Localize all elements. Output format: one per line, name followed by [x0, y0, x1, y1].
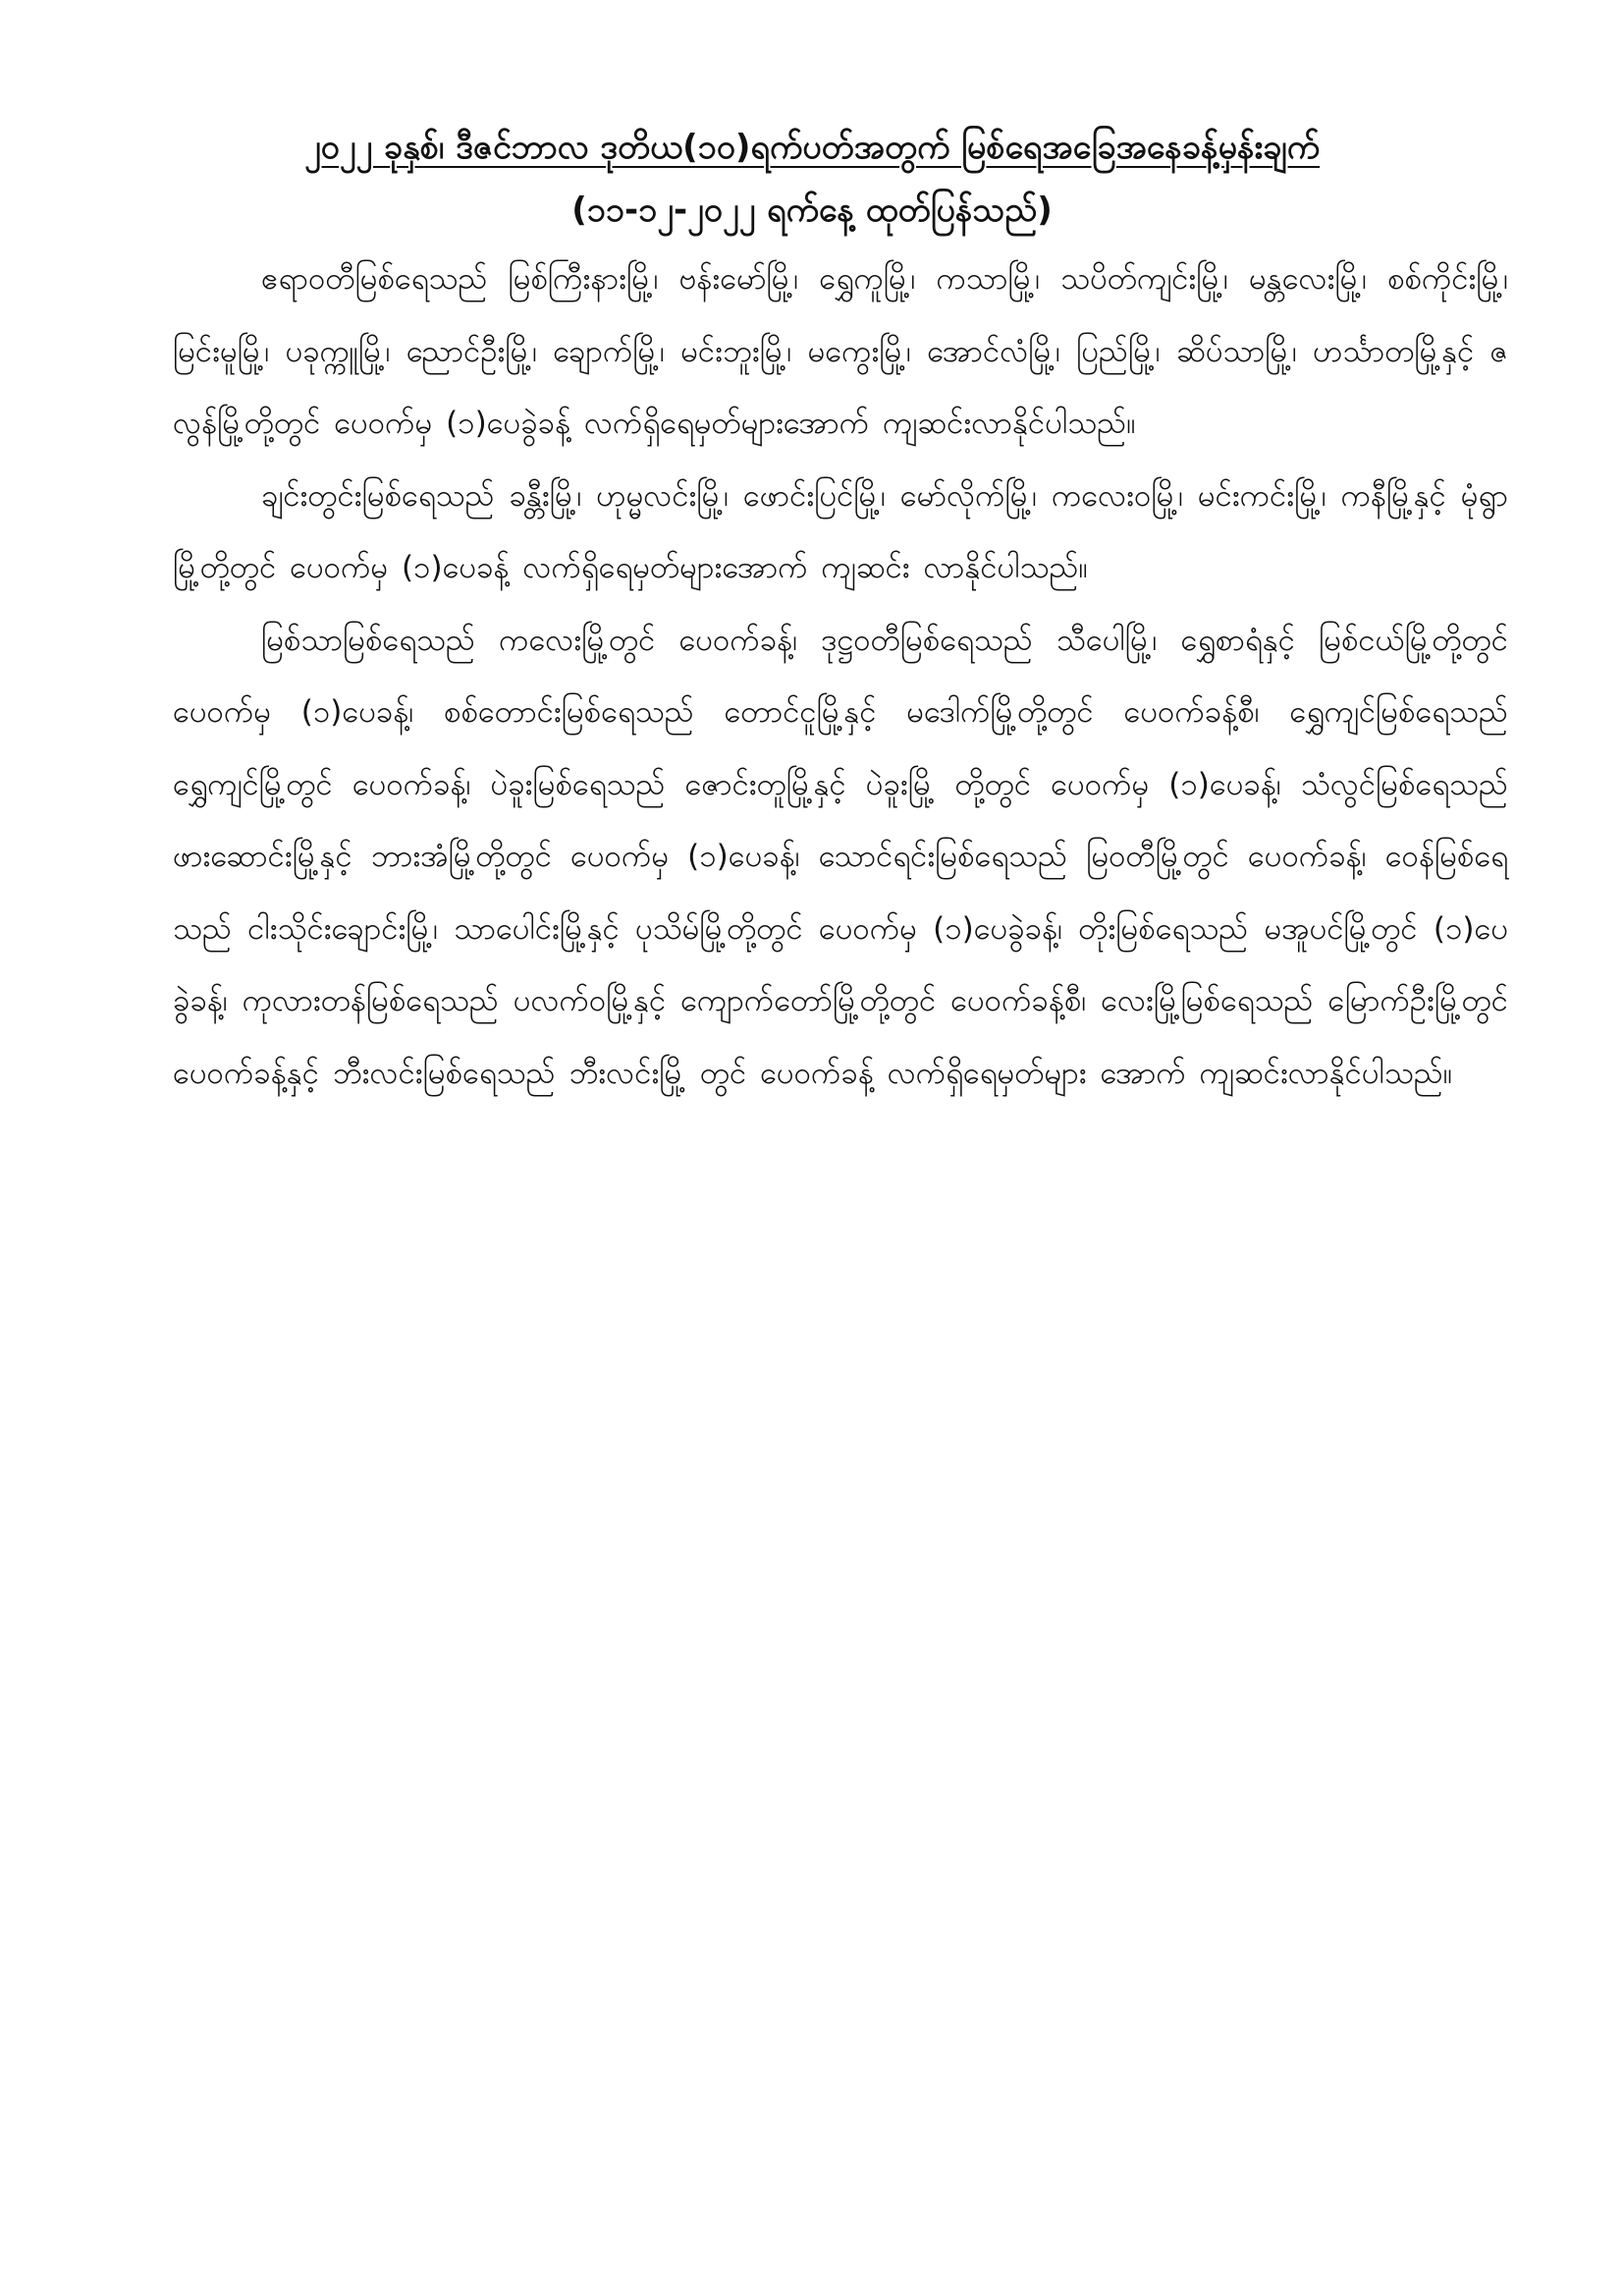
paragraph-other-rivers: မြစ်သာမြစ်ရေသည် ကလေးမြို့တွင် ပေ၀က်ခန့်၊ ဒုဋ္ဌဝတီမြစ်ရေသည် သီပေါမြို့၊ ရွှေစာရံနှင့် မြစ်ငယ်မြို့တို့တွင် ပေ၀က်မှ (၁)ပေခန့်၊ စစ်တောင်းမြစ်ရေသည် တောင်ငူမြို့နှင့် မဒေါက်မြို့တို့တွင် ပေ၀က်ခန့်စီ၊ ရွှေကျင်မြစ်ရေသည် ရွှေကျင်မြို့တွင် ပေ၀က်ခန့်၊ ပဲခူးမြစ်ရေသည် ဇောင်းတူမြို့နှင့် ပဲခူးမြို့ တို့တွင် ပေ၀က်မှ (၁)ပေခန့်၊ သံလွင်မြစ်ရေသည် ဖားဆောင်းမြို့နှင့် ဘားအံမြို့တို့တွင် ပေ၀က်မှ (၁)ပေခန့်၊ သောင်ရင်းမြစ်ရေသည် မြဝတီမြို့တွင် ပေ၀က်ခန့်၊ ဝေန်မြစ်ရေသည် ငါးသိုင်းချောင်းမြို့၊ သာပေါင်းမြို့နှင့် ပုသိမ်မြို့တို့တွင် ပေ၀က်မှ (၁)ပေခွဲခန့်၊ တိုးမြစ်ရေသည် မအူပင်မြို့တွင် (၁)ပေခွဲခန့်၊ ကုလားတန်မြစ်ရေသည် ပလက်ဝမြို့နှင့် ကျောက်တော်မြို့တို့တွင် ပေ၀က်ခန့်စီ၊ လေးမြို့မြစ်ရေသည် မြောက်ဦးမြို့တွင် ပေ၀က်ခန့်နှင့် ဘီးလင်းမြစ်ရေသည် ဘီးလင်းမြို့ တွင် ပေ၀က်ခန့် လက်ရှိရေမှတ်များ အောက် ကျဆင်းလာနိုင်ပါသည်။ [173, 622, 1508, 1091]
document-body [173, 244, 1508, 1110]
paragraph-ayeyarwady: ဧရာဝတီမြစ်ရေသည် မြစ်ကြီးနားမြို့၊ ဗန်းမော်မြို့၊ ရွှေကူမြို့၊ ကသာမြို့၊ သပိတ်ကျင်းမြို့၊ မန္တလေးမြို့၊ စစ်ကိုင်းမြို့၊ မြင်းမူမြို့၊ ပခုက္ကူမြို့၊ ညောင်ဦးမြို့၊ ချောက်မြို့၊ မင်းဘူးမြို့၊ မကွေးမြို့၊ အောင်လံမြို့၊ ပြည်မြို့၊ ဆိပ်သာမြို့၊ ဟင်္သာတမြို့နှင့် ဇလွန်မြို့တို့တွင် ပေ၀က်မှ (၁)ပေခွဲခန့် လက်ရှိရေမှတ်များအောက် ကျဆင်းလာနိုင်ပါသည်။ [173, 261, 1508, 441]
document-subtitle: (၁၁-၁၂-၂၀၂၂ ရက်နေ့ ထုတ်ပြန်သည်) [571, 191, 1053, 230]
document-title: ၂၀၂၂ ခုနှစ်၊ ဒီဇင်ဘာလ ဒုတိယ(၁၀)ရက်ပတ်အတွက် မြစ်ရေအခြေအနေခန့်မှန်းချက် [303, 128, 1321, 167]
paragraph-chindwin: ချင်းတွင်းမြစ်ရေသည် ခန္တီးမြို့၊ ဟုမ္မလင်းမြို့၊ ဖောင်းပြင်မြို့၊ မော်လိုက်မြို့၊ ကလေးဝမြို့၊ မင်းကင်းမြို့၊ ကနီမြို့နှင့် မုံရွာမြို့တို့တွင် ပေ၀က်မှ (၁)ပေခန့် လက်ရှိရေမှတ်များအောက် ကျဆင်း လာနိုင်ပါသည်။ [173, 477, 1508, 585]
